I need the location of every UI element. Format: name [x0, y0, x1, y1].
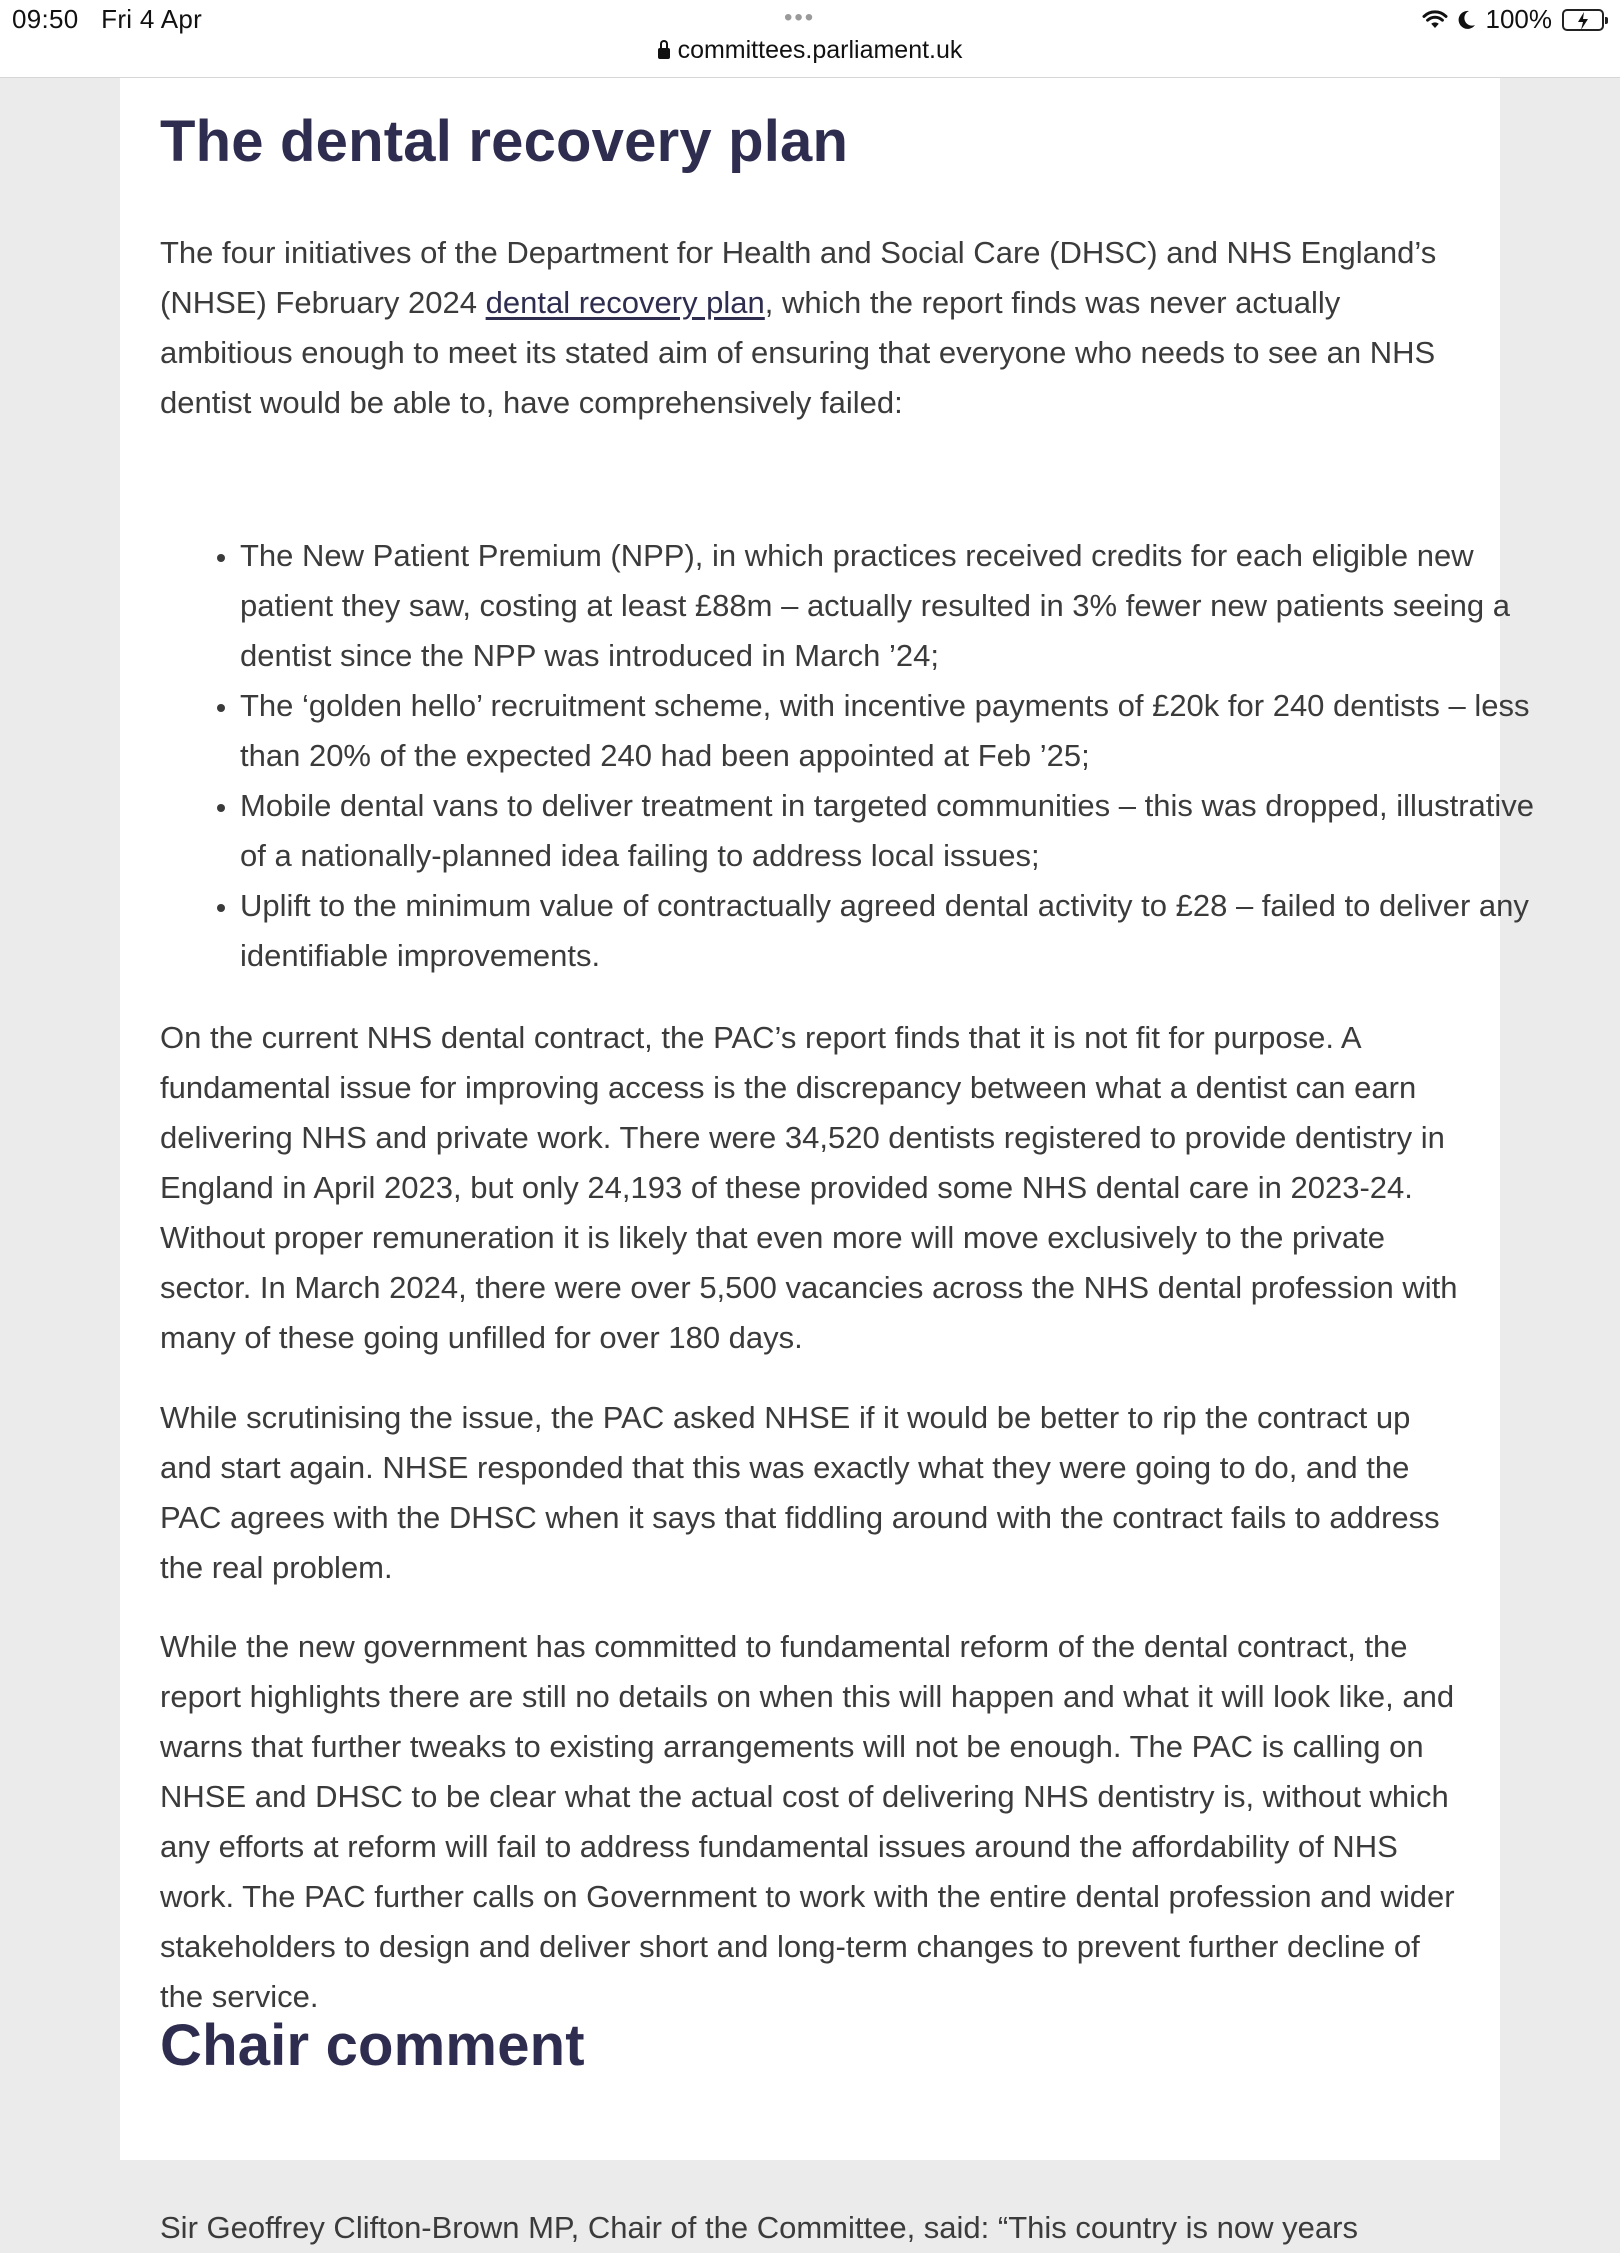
- battery-icon: [1562, 9, 1604, 31]
- status-time: [12, 4, 202, 35]
- intro-text-after-link: , which the report finds was never actually ambitious enough to meet its stated aim of ensuring that everyone who needs to see an NHS dentist would be able to, have comprehensively failed:: [160, 285, 1436, 420]
- heading-dental-recovery-plan: The dental recovery plan: [160, 109, 849, 174]
- heading-chair-comment: Chair comment: [160, 2013, 585, 2078]
- paragraph-intro: [160, 228, 1470, 428]
- paragraph-chair-quote: Sir Geoffrey Clifton-Brown MP, Chair of the Committee, said: “This country is now years: [160, 2210, 1358, 2245]
- list-item: • The ‘golden hello’ recruitment scheme, with incentive payments of £20k for 240 dentists – less than 20% of the expected 240 had been appointed at Feb ’25;: [240, 681, 1550, 781]
- moon-icon: [1458, 10, 1476, 30]
- paragraph-scrutiny: While scrutinising the issue, the PAC asked NHSE if it would be better to rip the contract up and start again. NHSE responded that this was exactly what they were going to do, and the PAC agrees with the DHSC when it says that fiddling around with the contract fails to address the real problem.: [160, 1400, 1440, 1585]
- status-indicators: [1422, 4, 1605, 35]
- status-bar: [0, 0, 1620, 78]
- battery-percent: 100%: [1485, 4, 1552, 34]
- charging-bolt-icon: [1576, 11, 1590, 31]
- initiatives-list: [160, 531, 1550, 981]
- list-item: • Uplift to the minimum value of contractually agreed dental activity to £28 – failed to deliver any identifiable improvements.: [240, 881, 1550, 981]
- url-text: committees.parliament.uk: [677, 36, 963, 64]
- article-content: [120, 78, 1535, 2245]
- paragraph-reform: While the new government has committed to fundamental reform of the dental contract, the report highlights there are still no details on when this will happen and what it will look like, and warns that further tweaks to existing arrangements will not be enough. The PAC is calling on NHSE and DHSC to be clear what the actual cost of delivering NHS dentistry is, without which any efforts at reform will fail to address fundamental issues around the affordability of NHS work. The PAC further calls on Government to work with the entire dental profession and wider stakeholders to design and deliver short and long-term changes to prevent further decline of the service.: [160, 1629, 1455, 2014]
- lock-icon: [658, 48, 670, 59]
- multitasking-dots-icon[interactable]: •••: [784, 4, 816, 31]
- wifi-icon: [1422, 10, 1448, 30]
- list-item: • Mobile dental vans to deliver treatment in targeted communities – this was dropped, illustrative of a nationally-planned idea failing to address local issues;: [240, 781, 1550, 881]
- intro-text-before-link: The four initiatives of the Department for Health and Social Care (DHSC) and NHS England’s (NHSE) February 2024: [160, 235, 1437, 320]
- dental-recovery-plan-link[interactable]: dental recovery plan: [485, 285, 765, 320]
- paragraph-dental-contract: On the current NHS dental contract, the PAC’s report finds that it is not fit for purpose. A fundamental issue for improving access is the discrepancy between what a dentist can earn delivering NHS and private work. There were 34,520 dentists registered to provide dentistry in England in April 2023, but only 24,193 of these provided some NHS dental care in 2023-24. Without proper remuneration it is likely that even more will move exclusively to the private sector. In March 2024, there were over 5,500 vacancies across the NHS dental profession with many of these going unfilled for over 180 days.: [160, 1020, 1458, 1355]
- address-bar[interactable]: [0, 36, 1620, 65]
- date: Fri 4 Apr: [101, 4, 203, 34]
- list-item: • The New Patient Premium (NPP), in which practices received credits for each eligible new patient they saw, costing at least £88m – actually resulted in 3% fewer new patients seeing a dentist since the NPP was introduced in March ’24;: [240, 531, 1550, 681]
- clock: 09:50: [12, 4, 79, 34]
